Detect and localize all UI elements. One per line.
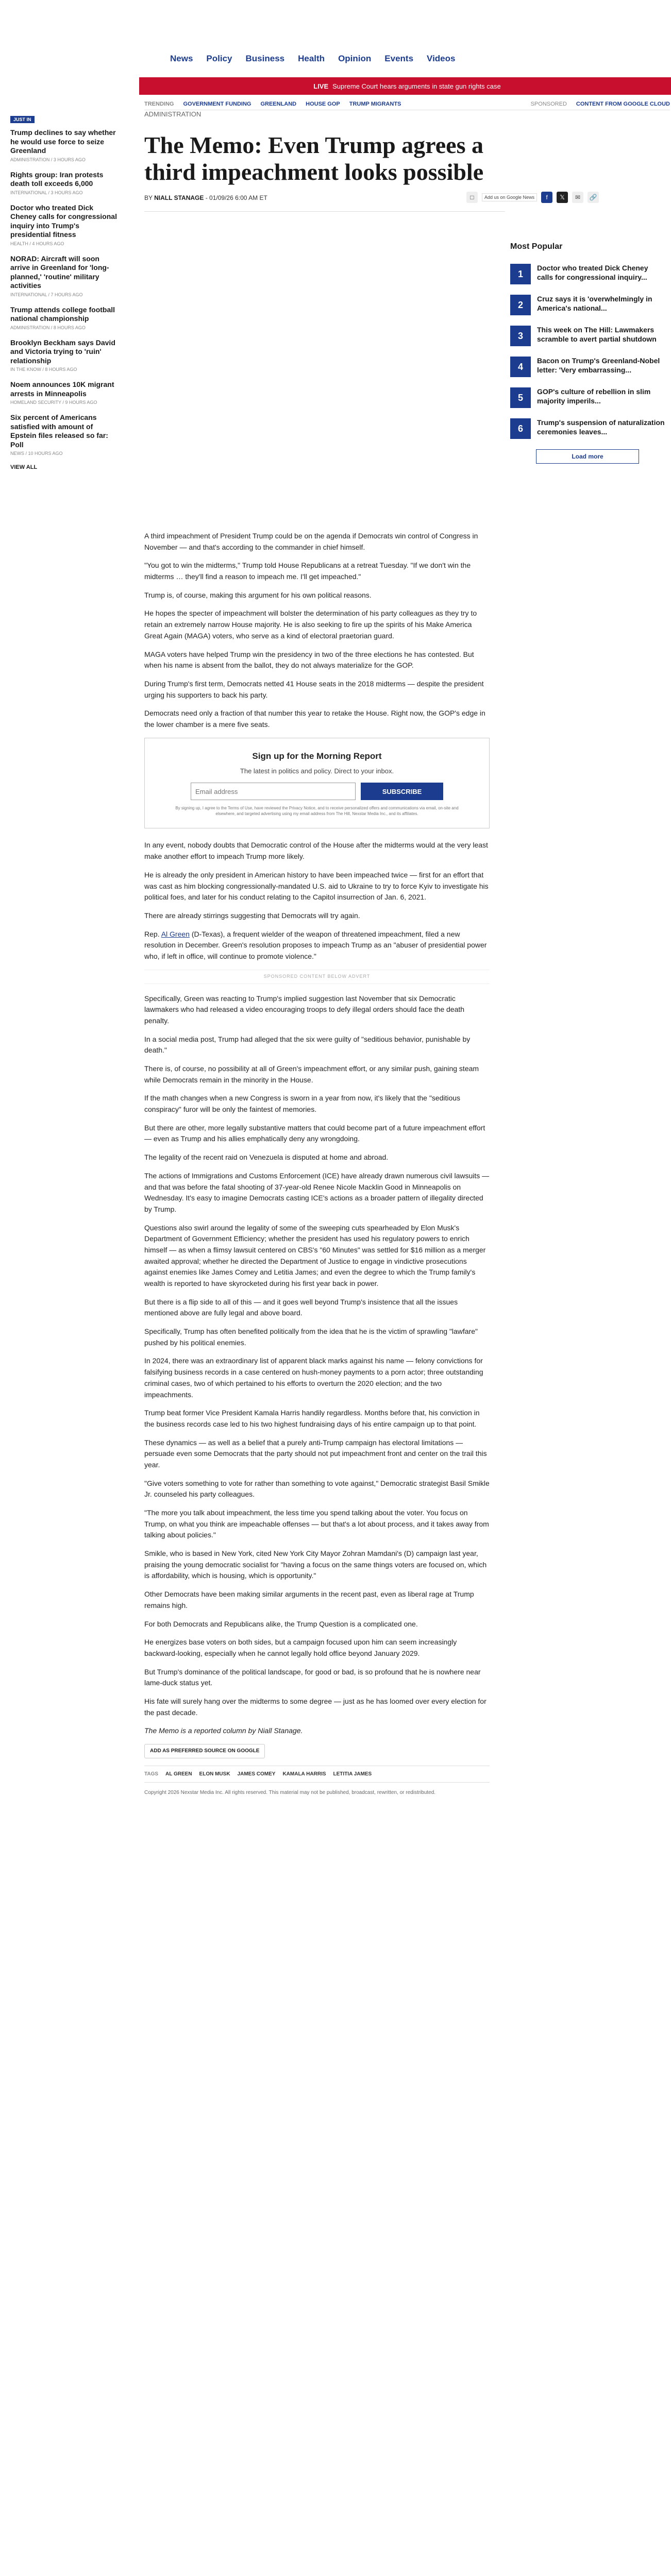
body-paragraph: In 2024, there was an extraordinary list of apparent black marks against his name — felony convictions for falsifying business records in a case centered on hush-money payments to a porn actor; three outstanding criminal cases, two of which pertained to his efforts to overturn the 2020 election; and the two impeachments. xyxy=(144,1357,483,1399)
nav-item-business[interactable]: Business xyxy=(245,54,285,63)
body-paragraph: His fate will surely hang over the midterms to some degree — just as he has loomed over every election for the past decade. xyxy=(144,1697,487,1717)
tag-link[interactable]: LETITIA JAMES xyxy=(333,1771,372,1777)
body-paragraph: Smikle, who is based in New York, cited New York City Mayor Zohran Mamdani's (D) campaign last year, praising the young democratic socialist for "having a focus on the same things voters are focused on, which is affordability, which is housing, which is opportunity." xyxy=(144,1549,487,1580)
body-paragraph: But Trump's dominance of the political landscape, for good or bad, is so profound that he is nowhere near lame-duck status yet. xyxy=(144,1667,481,1687)
body-paragraph: The legality of the recent raid on Venezuela is disputed at home and abroad. xyxy=(144,1153,389,1162)
rail-item-meta: INTERNATIONAL / 7 HOURS AGO xyxy=(10,292,83,297)
live-tag: LIVE xyxy=(313,82,329,90)
popular-title[interactable]: This week on The Hill: Lawmakers scramble to avert partial shutdown xyxy=(537,326,657,343)
popular-item[interactable] xyxy=(510,295,665,315)
x-icon[interactable]: 𝕏 xyxy=(557,192,568,203)
divider xyxy=(144,211,505,212)
share-row xyxy=(466,192,599,203)
body-paragraph: Other Democrats have been making similar arguments in the recent past, even as liberal rage at Trump remains high. xyxy=(144,1590,474,1609)
popular-rank: 3 xyxy=(510,326,531,346)
most-popular-list xyxy=(510,264,665,464)
sponsored-link[interactable]: CONTENT FROM GOOGLE CLOUD xyxy=(576,100,670,107)
just-in-badge: JUST IN xyxy=(10,116,35,123)
nav-item-events[interactable]: Events xyxy=(384,54,414,63)
body-paragraph: There is, of course, no possibility at all of Green's impeachment effort, or any similar push, gaining steam while Democrats remain in the minority in the House. xyxy=(144,1064,479,1084)
rail-item-title[interactable]: Noem announces 10K migrant arrests in Minneapolis xyxy=(10,380,114,398)
rail-item[interactable] xyxy=(10,380,119,405)
newsletter-email-input[interactable] xyxy=(191,783,356,800)
load-more-button[interactable]: Load more xyxy=(536,449,639,464)
article-body xyxy=(144,531,490,1807)
popular-title[interactable]: GOP's culture of rebellion in slim majority imperils... xyxy=(537,387,651,405)
top-navigation xyxy=(0,0,671,77)
body-paragraph: "You got to win the midterms," Trump told House Republicans at a retreat Tuesday. "If we don't win the midterms … they'll find a reason to impeach me. I'll get impeached." xyxy=(144,561,471,581)
body-paragraph: Democrats need only a fraction of that number this year to retake the House. Right now, the GOP's edge in the lower chamber is a mere five seats. xyxy=(144,709,485,728)
body-paragraph: "The more you talk about impeachment, the less time you spend talking about the voter. You focus on Trump, on what you think are impeachable offenses — but that's a lot about process, and it takes away from talking about policies." xyxy=(144,1509,489,1539)
nav-item-news[interactable]: News xyxy=(170,54,193,63)
article-headline: The Memo: Even Trump agrees a third impeachment looks possible xyxy=(144,132,484,185)
tag-link[interactable]: KAMALA HARRIS xyxy=(282,1771,326,1777)
rail-item-title[interactable]: NORAD: Aircraft will soon arrive in Greenland for 'long-planned,' 'routine' military activities xyxy=(10,254,109,290)
body-paragraph: But there are other, more legally substantive matters that could become part of a future impeachment effort — even as Trump and his allies emphatically deny any wrongdoing. xyxy=(144,1123,485,1143)
rail-item-title[interactable]: Trump attends college football national championship xyxy=(10,305,115,323)
subscribe-button[interactable]: SUBSCRIBE xyxy=(361,783,443,800)
body-paragraph: Trump beat former Vice President Kamala Harris handily regardless. Months before that, his conviction in the business records case led to his two highest fundraising days of his entire campaign up to that point. xyxy=(144,1409,480,1428)
byline xyxy=(144,194,267,201)
popular-rank: 4 xyxy=(510,357,531,377)
body-paragraph: Specifically, Green was reacting to Trump's implied suggestion last November that six Democratic lawmakers who had released a video encouraging troops to defy illegal orders should face the death penalty. xyxy=(144,994,465,1025)
popular-title[interactable]: Trump's suspension of naturalization ceremonies leaves... xyxy=(537,418,665,436)
text-run: (D-Texas), a frequent wielder of the weapon of threatened impeachment, filed a new resolution in December. Green's resolution proposes to impeach Trump as an "abuser of presidential power who, if left in office, will continue to promote violence." xyxy=(144,929,487,960)
rail-item[interactable] xyxy=(10,306,119,330)
rail-item-title[interactable]: Trump declines to say whether he would use force to seize Greenland xyxy=(10,128,116,155)
trending-item[interactable]: GOVERNMENT FUNDING xyxy=(183,100,251,107)
popular-item[interactable] xyxy=(510,264,665,284)
body-paragraph: He energizes base voters on both sides, but a campaign focused upon him can seem increasingly backward-looking, especially when he cannot legally hold office beyond January 2029. xyxy=(144,1638,457,1657)
text-run: Rep. xyxy=(144,929,161,938)
rail-item[interactable] xyxy=(10,413,119,456)
rail-item[interactable] xyxy=(10,255,119,297)
most-popular-title: Most Popular xyxy=(510,242,563,251)
body-paragraph: For both Democrats and Republicans alike, the Trump Question is a complicated one. xyxy=(144,1619,418,1628)
rail-item-title[interactable]: Brooklyn Beckham says David and Victoria trying to 'ruin' relationship xyxy=(10,338,115,365)
body-paragraph: The actions of Immigrations and Customs Enforcement (ICE) have already drawn numerous civil lawsuits — and that was before the fatal shooting of 37-year-old Renee Nicole Macklin Good in Minneapolis on Wednesday. It's easy to imagine Democrats casting ICE's actions as a broader pattern of illegality directed by Trump. xyxy=(144,1171,490,1213)
trending-item[interactable]: GREENLAND xyxy=(260,100,297,107)
body-paragraph: MAGA voters have helped Trump win the presidency in two of the three elections he has contested. But when his name is absent from the ballot, they do not always materialize for the GOP. xyxy=(144,650,474,670)
body-paragraph: If the math changes when a new Congress is sworn in a year from now, it's likely that the "seditious conspiracy" furor will be only the faintest of memories. xyxy=(144,1094,461,1114)
body-paragraph: He hopes the specter of impeachment will bolster the determination of his party colleagues as they try to retain an extremely narrow House majority. He is also seeking to fire up the spirits of his Make America Great Again (MAGA) voters, who serve as a kind of electoral praetorian guard. xyxy=(144,609,477,640)
popular-rank: 6 xyxy=(510,418,531,439)
tag-link[interactable]: AL GREEN xyxy=(165,1771,192,1777)
trending-bar xyxy=(144,98,670,110)
copyright: Copyright 2026 Nexstar Media Inc. All rights reserved. This material may not be published, broadcast, rewritten, or redistributed. xyxy=(144,1790,436,1796)
preferred-source-button[interactable]: ADD AS PREFERRED SOURCE ON GOOGLE xyxy=(144,1744,265,1758)
popular-rank: 1 xyxy=(510,264,531,284)
popular-rank: 5 xyxy=(510,387,531,408)
tag-link[interactable]: JAMES COMEY xyxy=(237,1771,276,1777)
hero-media-area xyxy=(144,216,505,531)
popular-title[interactable]: Bacon on Trump's Greenland-Nobel letter: 'Very embarrassing... xyxy=(537,357,660,374)
popular-rank: 2 xyxy=(510,295,531,315)
trending-label: TRENDING xyxy=(144,100,174,107)
rail-item-meta: IN THE KNOW / 8 HOURS AGO xyxy=(10,367,77,372)
email-icon[interactable]: ✉ xyxy=(572,192,583,203)
ad-slot-label: SPONSORED CONTENT BELOW ADVERT xyxy=(144,970,490,984)
newsletter-title: Sign up for the Morning Report xyxy=(252,751,382,761)
popular-item[interactable] xyxy=(510,326,665,346)
newsletter-subtitle: The latest in politics and policy. Direct to your inbox. xyxy=(240,767,394,775)
rail-item-meta: INTERNATIONAL / 3 HOURS AGO xyxy=(10,190,83,195)
nav-item-health[interactable]: Health xyxy=(298,54,325,63)
rail-item[interactable] xyxy=(10,204,119,246)
author-link[interactable]: NIALL STANAGE xyxy=(154,194,204,201)
body-paragraph: These dynamics — as well as a belief that a purely anti-Trump campaign has electoral limitations — persuade even some Democrats that the party should not put impeachment front and center on the trail this year. xyxy=(144,1438,487,1469)
rail-item-meta: HOMELAND SECURITY / 9 HOURS AGO xyxy=(10,400,97,405)
rail-item[interactable] xyxy=(10,171,119,195)
rail-item[interactable] xyxy=(10,338,119,372)
body-paragraph: "Give voters something to vote for rather than something to vote against," Democratic strategist Basil Smikle Jr. counseled his party colleagues. xyxy=(144,1479,490,1499)
body-paragraph: He is already the only president in American history to have been impeached twice — first for an effort that was cast as him blocking congressionally-mandated U.S. aid to Ukraine to try to force Kyiv to investigate his political foes, and later for his conduct relating to the Capitol insurrection of Jan. 6, 2021. xyxy=(144,870,489,902)
dateline: - 01/09/26 6:00 AM ET xyxy=(205,194,267,201)
rail-item-meta: ADMINISTRATION / 3 HOURS AGO xyxy=(10,157,86,162)
body-paragraph: Trump is, of course, making this argument for his own political reasons. xyxy=(144,590,372,599)
newsletter-disclaimer: By signing up, I agree to the Terms of Use, have reviewed the Privacy Notice, and to receive personalized offers and communications via email, on-site and elsewhere, and targeted advertising using my email address from The Hill, Nexstar Media Inc., and its affiliates. xyxy=(175,806,459,817)
live-banner[interactable] xyxy=(139,77,671,95)
body-paragraph: But there is a flip side to all of this — and it goes well beyond Trump's insistence that all the issues mentioned above are fully legal and above board. xyxy=(144,1297,458,1317)
popular-title[interactable]: Doctor who treated Dick Cheney calls for congressional inquiry... xyxy=(537,264,648,281)
facebook-icon[interactable]: f xyxy=(541,192,552,203)
newsletter-signup xyxy=(144,738,490,829)
rail-item-meta: ADMINISTRATION / 8 HOURS AGO xyxy=(10,325,86,330)
tags-row xyxy=(144,1766,490,1783)
column-note: The Memo is a reported column by Niall Stanage. xyxy=(144,1726,303,1735)
comment-icon[interactable]: □ xyxy=(466,192,478,203)
body-paragraph: A third impeachment of President Trump could be on the agenda if Democrats win control of Congress in November — and that's according to the commander in chief himself. xyxy=(144,532,478,551)
link-icon[interactable]: 🔗 xyxy=(588,192,599,203)
tags-label: TAGS xyxy=(144,1771,159,1777)
body-paragraph: In a social media post, Trump had alleged that the six were guilty of "seditious behavior, punishable by death." xyxy=(144,1035,471,1055)
view-all-link[interactable]: VIEW ALL xyxy=(10,464,38,470)
body-paragraph: Specifically, Trump has often benefited politically from the idea that he is the victim of sprawling "lawfare" pushed by his political enemies. xyxy=(144,1327,478,1347)
trending-item[interactable]: HOUSE GOP xyxy=(306,100,340,107)
body-paragraph xyxy=(144,929,490,962)
nav-item-opinion[interactable]: Opinion xyxy=(338,54,372,63)
body-paragraph: During Trump's first term, Democrats netted 41 House seats in the 2018 midterms — despite the president urging his supporters to back his party. xyxy=(144,679,484,699)
popular-item[interactable] xyxy=(510,418,665,439)
rail-item-title[interactable]: Rights group: Iran protests death toll exceeds 6,000 xyxy=(10,170,104,188)
live-text: Supreme Court hears arguments in state gun rights case xyxy=(332,82,501,90)
tag-link[interactable]: ELON MUSK xyxy=(199,1771,230,1777)
body-paragraph: In any event, nobody doubts that Democratic control of the House after the midterms would at the very least make another effort to impeach Trump more likely. xyxy=(144,841,488,861)
al-green-link[interactable]: Al Green xyxy=(161,929,190,938)
byline-prefix: BY xyxy=(144,194,153,201)
sponsored-label: SPONSORED xyxy=(530,100,567,107)
popular-title[interactable]: Cruz says it is 'overwhelmingly in America's national... xyxy=(537,295,652,312)
popular-item[interactable] xyxy=(510,387,665,408)
rail-item-title[interactable]: Doctor who treated Dick Cheney calls for congressional inquiry into Trump's presidential fitness xyxy=(10,203,117,239)
rail-item-title[interactable]: Six percent of Americans satisfied with amount of Epstein files released so far: Poll xyxy=(10,413,108,449)
rail-item[interactable] xyxy=(10,128,119,162)
main-nav xyxy=(170,54,455,64)
nav-item-policy[interactable]: Policy xyxy=(206,54,232,63)
rail-item-meta: NEWS / 10 HOURS AGO xyxy=(10,451,63,456)
article-kicker[interactable]: ADMINISTRATION xyxy=(144,110,202,118)
just-in-rail xyxy=(10,114,119,470)
body-paragraph: Questions also swirl around the legality of some of the sweeping cuts spearheaded by Elon Musk's Department of Government Efficiency; whether the president has used his regulatory powers to enrich himself — as when a flimsy lawsuit centered on CBS's "60 Minutes" was settled for $16 million as a merger awaited approval; whether he directed the Department of Justice to engage in vindictive prosecutions against enemies like James Comey and Letitia James; and even the degree to which the Trump family's wealth is reported to have skyrocketed during his first year back in power. xyxy=(144,1223,486,1288)
body-paragraph: There are already stirrings suggesting that Democrats will try again. xyxy=(144,911,360,920)
google-news-button[interactable]: Add us on Google News xyxy=(482,193,537,201)
trending-item[interactable]: TRUMP MIGRANTS xyxy=(349,100,401,107)
popular-item[interactable] xyxy=(510,357,665,377)
nav-item-videos[interactable]: Videos xyxy=(427,54,456,63)
rail-item-meta: HEALTH / 4 HOURS AGO xyxy=(10,241,64,246)
